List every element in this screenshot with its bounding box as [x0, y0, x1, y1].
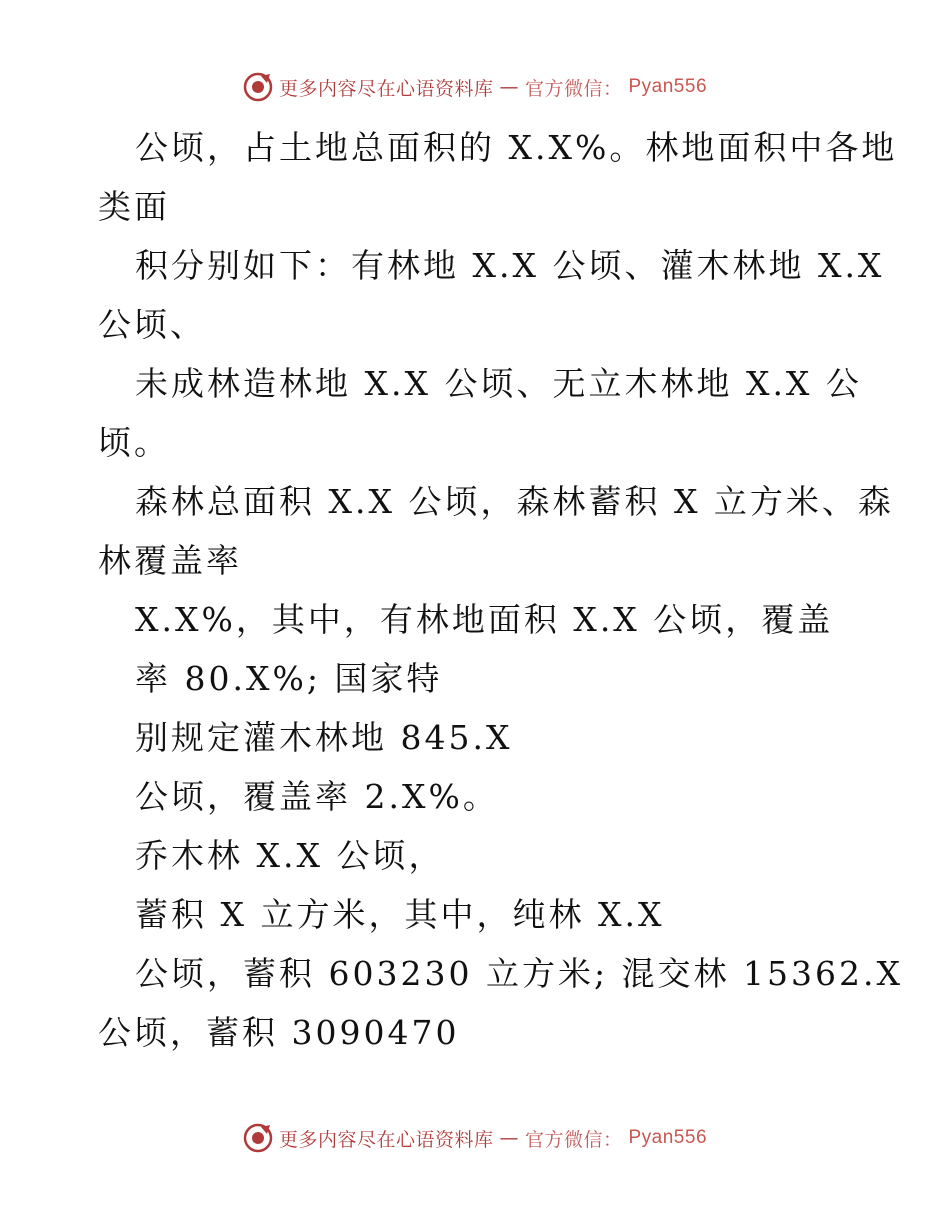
body-line: 乔木林 X.X 公顷，	[135, 836, 445, 875]
body-line: 率 80.X%; 国家特	[135, 659, 443, 698]
body-line: X.X%，其中，有林地面积 X.X 公顷，覆盖	[135, 600, 834, 639]
header-wechat-id: Pyan556	[628, 76, 708, 97]
body-line: 顷。	[98, 423, 170, 462]
body-line: 蓄积 X 立方米，其中，纯林 X.X	[135, 895, 665, 934]
footer-dash: —	[499, 1127, 519, 1149]
header-brand-text: 更多内容尽在心语资料库	[278, 77, 494, 100]
header-watermark	[0, 72, 950, 102]
body-line: 公顷，覆盖率 2.X%。	[135, 777, 499, 816]
body-line: 林覆盖率	[98, 541, 242, 580]
body-line: 森林总面积 X.X 公顷，森林蓄积 X 立方米、森	[135, 482, 894, 521]
body-line: 公顷、	[98, 305, 206, 344]
body-line: 未成林造林地 X.X 公顷、无立木林地 X.X 公	[135, 364, 862, 403]
body-line: 公顷，占土地总面积的 X.X%。林地面积中各地	[135, 128, 898, 167]
header-wechat-label: 官方微信：	[524, 77, 623, 100]
body-line: 积分别如下：有林地 X.X 公顷、灌木林地 X.X	[135, 246, 885, 285]
body-line: 别规定灌木林地 845.X	[135, 718, 513, 757]
footer-wechat-label: 官方微信：	[524, 1128, 623, 1151]
footer-watermark	[0, 1123, 950, 1153]
footer-brand-text: 更多内容尽在心语资料库	[278, 1128, 494, 1151]
brand-logo-icon	[243, 72, 273, 102]
document-body	[98, 118, 904, 1062]
brand-logo-icon	[243, 1123, 273, 1153]
footer-wechat-id: Pyan556	[628, 1127, 708, 1148]
body-line: 公顷，蓄积 3090470	[98, 1013, 460, 1052]
body-line: 类面	[98, 187, 170, 226]
body-line: 公顷，蓄积 603230 立方米; 混交林 15362.X	[135, 954, 904, 993]
header-dash: —	[499, 76, 519, 98]
